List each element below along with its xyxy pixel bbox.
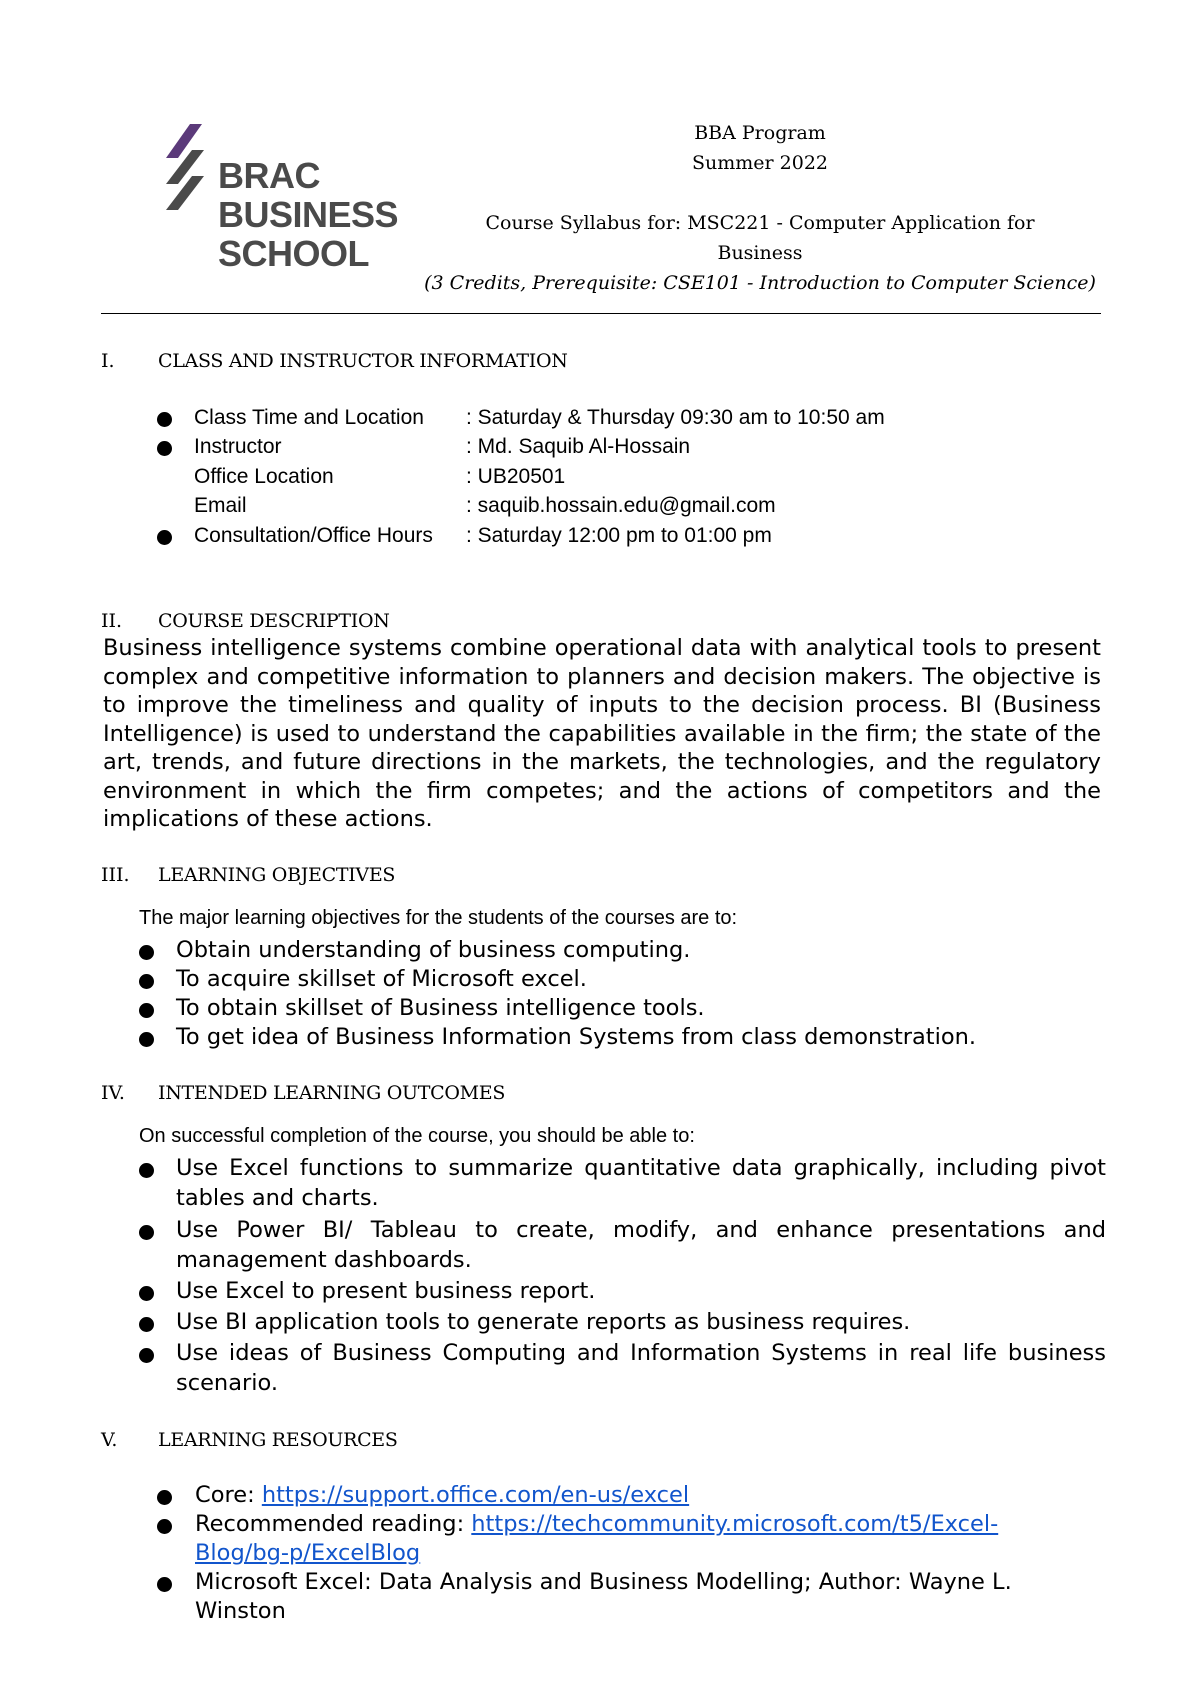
section-1-title: CLASS AND INSTRUCTOR INFORMATION — [158, 350, 568, 372]
course-description: Business intelligence systems combine operational data with analytical tools to present complex and competitive information to planners and decision makers. The objective is to improve the timeliness and quality of inputs to the decision process. BI (Business Intelligence) is used to understand the capabilities available in the firm; the state of the art, trends, and future directions in the markets, the technologies, and the regulatory environment in which the firm competes; and the actions of competitors and the implications of these actions. — [103, 635, 1101, 832]
class-time-value: : Saturday & Thursday 09:30 am to 10:50 am — [466, 406, 885, 429]
logo-line-brac: BRAC — [218, 155, 320, 196]
bullet-icon — [157, 441, 172, 456]
resource-core-link[interactable]: https://support.office.com/en-us/excel — [261, 1482, 690, 1508]
resource-reading-link[interactable]: https://techcommunity.microsoft.com/t5/Excel- — [471, 1511, 999, 1537]
program-title: BBA Program — [694, 122, 826, 144]
bullet-icon — [157, 530, 172, 545]
resource-book-line2: Winston — [195, 1598, 286, 1624]
credits-line: (3 Credits, Prerequisite: CSE101 - Introduction to Computer Science) — [424, 272, 1096, 294]
outcome-item: Use Excel functions to summarize quantitative data graphically, including pivot tables and charts. — [176, 1155, 1106, 1211]
bullet-icon — [139, 974, 154, 989]
bullet-icon — [139, 1348, 154, 1363]
bullet-icon — [157, 1490, 172, 1505]
outcome-item: Use Excel to present business report. — [176, 1278, 596, 1304]
bullet-icon — [139, 945, 154, 960]
office-location-label: Office Location — [194, 465, 334, 488]
header-divider — [101, 313, 1101, 314]
resource-reading-link-continued[interactable]: Blog/bg-p/ExcelBlog — [195, 1540, 421, 1566]
outcome-item: Use Power BI/ Tableau to create, modify, and enhance presentations and management dashboards. — [176, 1217, 1106, 1273]
resource-reading-label: Recommended reading: — [195, 1511, 472, 1537]
objective-item: To get idea of Business Information Systems from class demonstration. — [176, 1024, 977, 1050]
section-4-number: IV. — [101, 1082, 125, 1104]
syllabus-title-line1: Course Syllabus for: MSC221 - Computer Application for — [485, 212, 1035, 234]
office-hours-label: Consultation/Office Hours — [194, 524, 433, 547]
logo-line-business: BUSINESS — [218, 194, 399, 235]
section-3-title: LEARNING OBJECTIVES — [158, 864, 396, 886]
bullet-icon — [157, 1577, 172, 1592]
objective-item: To acquire skillset of Microsoft excel. — [176, 966, 587, 992]
section-3-number: III. — [101, 864, 130, 886]
bullet-icon — [139, 1163, 154, 1178]
logo-stripes-icon — [162, 124, 212, 234]
outcome-item: Use BI application tools to generate reports as business requires. — [176, 1309, 911, 1335]
bullet-icon — [139, 1003, 154, 1018]
section-5-number: V. — [101, 1429, 118, 1451]
section-1-number: I. — [101, 350, 115, 372]
objective-item: Obtain understanding of business computing. — [176, 937, 691, 963]
logo-line-school: SCHOOL — [218, 233, 370, 274]
school-logo — [162, 124, 399, 274]
section-2-number: II. — [101, 610, 123, 632]
resource-core-label: Core: — [195, 1482, 262, 1508]
email-label: Email — [194, 494, 247, 517]
bullet-icon — [139, 1225, 154, 1240]
resource-core — [195, 1480, 1095, 1510]
bullet-icon — [139, 1317, 154, 1332]
resource-book-line1: Microsoft Excel: Data Analysis and Business Modelling; Author: Wayne L. — [195, 1569, 1012, 1595]
bullet-icon — [157, 412, 172, 427]
office-hours-value: : Saturday 12:00 pm to 01:00 pm — [466, 524, 772, 547]
instructor-label: Instructor — [194, 435, 282, 458]
objectives-intro: The major learning objectives for the students of the courses are to: — [139, 907, 738, 929]
section-4-title: INTENDED LEARNING OUTCOMES — [158, 1082, 506, 1104]
outcome-item: Use ideas of Business Computing and Information Systems in real life business scenario. — [176, 1340, 1106, 1396]
section-2-title: COURSE DESCRIPTION — [158, 610, 390, 632]
bullet-icon — [157, 1519, 172, 1534]
outcomes-intro: On successful completion of the course, you should be able to: — [139, 1125, 695, 1147]
term-title: Summer 2022 — [691, 152, 828, 174]
bullet-icon — [139, 1032, 154, 1047]
office-location-value: : UB20501 — [466, 465, 566, 488]
objective-item: To obtain skillset of Business intelligence tools. — [176, 995, 705, 1021]
resource-reading — [195, 1509, 1095, 1539]
syllabus-title-line2: Business — [717, 242, 803, 264]
section-5-title: LEARNING RESOURCES — [158, 1429, 398, 1451]
class-time-label: Class Time and Location — [194, 406, 424, 429]
bullet-icon — [139, 1286, 154, 1301]
email-value: : saquib.hossain.edu@gmail.com — [466, 494, 776, 517]
instructor-value: : Md. Saquib Al-Hossain — [466, 435, 691, 458]
resource-reading-continued — [195, 1538, 1095, 1568]
